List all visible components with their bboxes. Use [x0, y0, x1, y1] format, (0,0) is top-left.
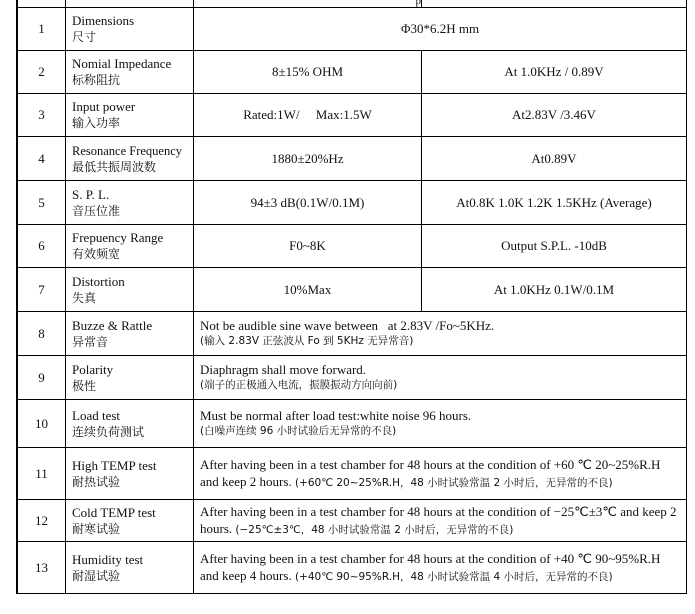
item-cell [66, 500, 194, 542]
item-en: Buzze & Rattle [72, 317, 153, 333]
item-cn: 耐湿试验 [72, 568, 121, 583]
item-cn: 异常音 [72, 334, 109, 349]
item-cn: 最低共振周波数 [72, 159, 157, 174]
item-cell [66, 94, 194, 137]
item-cn: 极性 [72, 378, 97, 393]
item-cell [66, 542, 194, 594]
description-cn: (白噪声连续 96 小时试验后无异常的不良) [200, 425, 397, 437]
item-cell [66, 8, 194, 51]
table-row [18, 500, 687, 542]
item-en: High TEMP test [72, 457, 157, 473]
description-cell [194, 400, 687, 448]
item-cell [66, 356, 194, 400]
description-en: After having been in a test chamber for 48 hours at the condition of +60 ℃ 20~25%R.H and keep 2 hours. [200, 457, 661, 489]
item-cn: 有效频宽 [72, 247, 121, 261]
item-en: Cold TEMP test [72, 504, 156, 520]
row-number: 8 [18, 312, 66, 356]
description-en: After having been in a test chamber for 48 hours at the condition of −25℃±3℃ and keep 2 hours. [200, 504, 677, 536]
item-cn: 耐热试验 [72, 474, 121, 489]
description-en: After having been in a test chamber for 48 hours at the condition of +40 ℃ 90~95%R.H and keep 4 hours. [200, 551, 661, 583]
table-row [18, 448, 687, 500]
description-en: Not be audible sine wave between at 2.83V /Fo~5KHz. [200, 318, 495, 333]
item-cell [66, 400, 194, 448]
item-en: Frepuency Range [72, 230, 164, 245]
condition-cell: At2.83V /3.46V [422, 94, 687, 137]
header-row-fragment [18, 0, 687, 8]
table-row [18, 400, 687, 448]
value-cell: F0~8K [194, 225, 422, 268]
table-row [18, 181, 687, 225]
value-cell: Φ30*6.2H mm [194, 8, 687, 51]
description-cn: (+40℃ 90~95%R.H，48 小时试验常温 4 小时后，无异常的不良) [294, 571, 613, 583]
item-en: Polarity [72, 361, 114, 377]
value-cell: 8±15% OHM [194, 51, 422, 94]
item-cell [66, 137, 194, 181]
item-en: Humidity test [72, 551, 144, 567]
table-row [18, 8, 687, 51]
table-row [18, 225, 687, 268]
condition-cell: Output S.P.L. -10dB [422, 225, 687, 268]
item-cn: 音压位准 [72, 203, 121, 218]
description-cell [194, 356, 687, 400]
row-number: 4 [18, 137, 66, 181]
condition-cell: At0.89V [422, 137, 687, 181]
item-cell [66, 225, 194, 268]
table-row [18, 542, 687, 594]
description-cn: (+60℃ 20~25%R.H，48 小时试验常温 2 小时后，无异常的不良) [294, 477, 613, 489]
row-number: 11 [18, 448, 66, 500]
item-en: Resonance Frequency [72, 143, 183, 158]
row-number: 12 [18, 500, 66, 542]
item-cn: 标称阻抗 [72, 73, 121, 87]
value-cell: 94±3 dB(0.1W/0.1M) [194, 181, 422, 225]
item-cn: 输入功率 [72, 116, 121, 130]
item-en: Load test [72, 407, 121, 423]
condition-cell: At 1.0KHz / 0.89V [422, 51, 687, 94]
description-cn: (−25℃±3℃，48 小时试验常温 2 小时后，无异常的不良) [235, 524, 514, 536]
description-cell [194, 542, 687, 594]
row-number: 13 [18, 542, 66, 594]
row-number: 9 [18, 356, 66, 400]
description-cell [194, 312, 687, 356]
header-fragment: p [415, 0, 421, 7]
spec-sheet [16, 0, 686, 594]
item-cn: 尺寸 [72, 30, 97, 44]
row-number: 6 [18, 225, 66, 268]
item-en: S. P. L. [72, 186, 110, 202]
table-row [18, 51, 687, 94]
description-cell [194, 448, 687, 500]
item-en: Dimensions [72, 13, 135, 28]
item-en: Nomial Impedance [72, 56, 172, 71]
row-number: 1 [18, 8, 66, 51]
item-en: Input power [72, 99, 136, 114]
description-cn: (端子的正极通入电流，振膜振动方向向前) [200, 379, 398, 391]
table-row [18, 268, 687, 312]
item-cn: 失真 [72, 290, 97, 305]
item-cn: 耐寒试验 [72, 521, 121, 536]
item-cell [66, 448, 194, 500]
item-cell [66, 312, 194, 356]
value-cell: 1880±20%Hz [194, 137, 422, 181]
row-number: 3 [18, 94, 66, 137]
item-en: Distortion [72, 273, 125, 289]
item-cell [66, 181, 194, 225]
description-cell [194, 500, 687, 542]
table-row [18, 137, 687, 181]
row-number: 5 [18, 181, 66, 225]
table-row [18, 94, 687, 137]
row-number: 7 [18, 268, 66, 312]
item-cell [66, 51, 194, 94]
description-cn: (输入 2.83V 正弦波从 Fo 到 5KHz 无异常音) [200, 335, 414, 347]
row-number: 10 [18, 400, 66, 448]
value-cell: 10%Max [194, 268, 422, 312]
row-number: 2 [18, 51, 66, 94]
description-en: Must be normal after load test:white noise 96 hours. [200, 408, 472, 423]
spec-table [17, 0, 687, 594]
condition-cell: At0.8K 1.0K 1.2K 1.5KHz (Average) [422, 181, 687, 225]
item-cn: 连续负荷测试 [72, 424, 145, 439]
item-cell [66, 268, 194, 312]
condition-cell: At 1.0KHz 0.1W/0.1M [422, 268, 687, 312]
value-cell: Rated:1W/ Max:1.5W [194, 94, 422, 137]
table-row [18, 356, 687, 400]
table-row [18, 312, 687, 356]
description-en: Diaphragm shall move forward. [200, 362, 367, 377]
